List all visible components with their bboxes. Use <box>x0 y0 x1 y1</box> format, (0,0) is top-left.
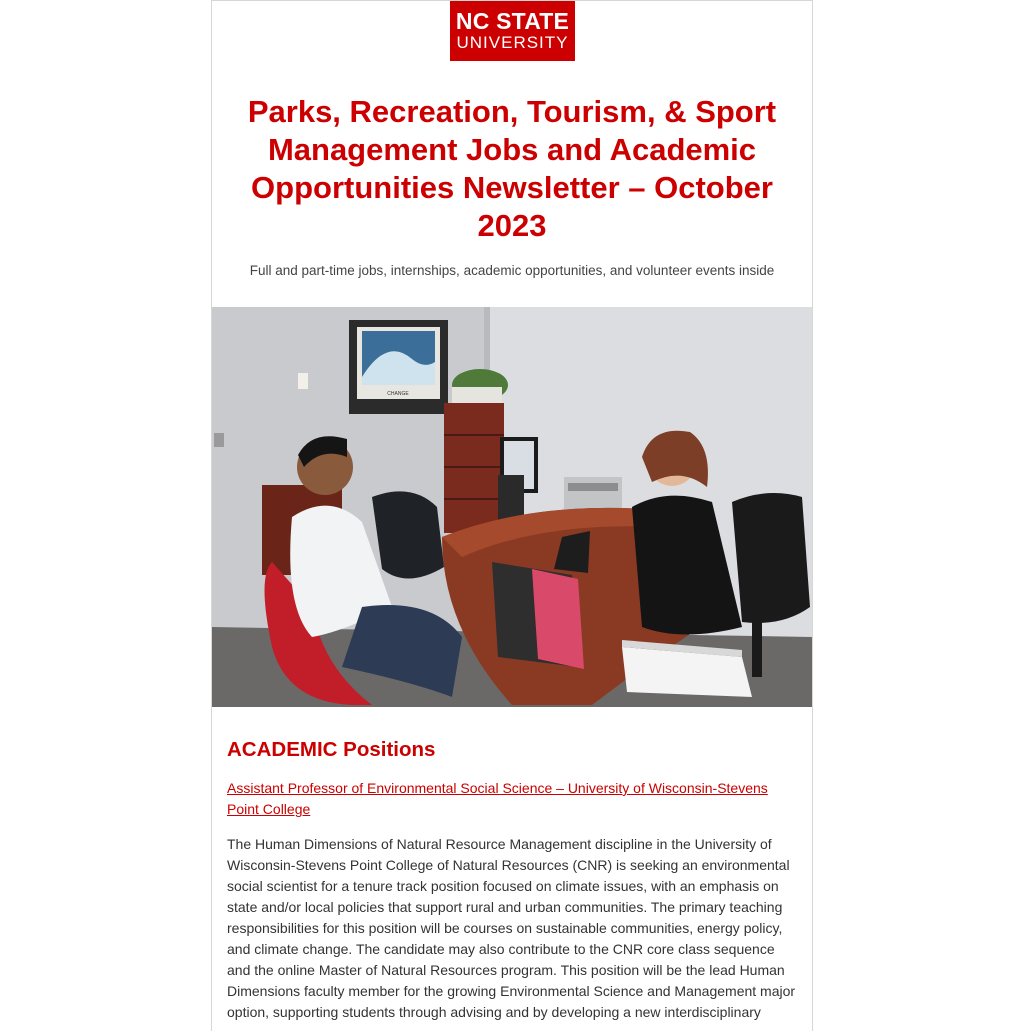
hero-photo <box>212 307 812 707</box>
newsletter-container <box>211 0 813 1031</box>
logo-text-university: UNIVERSITY <box>456 33 569 52</box>
poster-caption: CHANGE <box>387 391 409 397</box>
newsletter-title: Parks, Recreation, Tourism, & Sport Management Jobs and Academic Opportunities Newsletter – October 2023 <box>247 94 777 243</box>
academic-positions-section <box>227 736 797 1023</box>
logo-text-nc-state: NC STATE <box>455 8 570 34</box>
job-link-assistant-professor[interactable]: Assistant Professor of Environmental Social Science – University of Wisconsin-Stevens Point College <box>227 780 768 817</box>
advising-meeting-illustration <box>212 307 812 707</box>
newsletter-subtitle: Full and part-time jobs, internships, academic opportunities, and volunteer events inside <box>249 263 775 278</box>
section-heading-academic: ACADEMIC Positions <box>227 738 436 761</box>
job-description: The Human Dimensions of Natural Resource Management discipline in the University of Wisconsin-Stevens Point College of Natural Resources (CNR) is seeking an environmental social scientist for a tenure track position focused on climate issues, with an emphasis on state and/or local policies that support rural and urban communities. The primary teaching responsibilities for this position will be courses on sustainable communities, energy policy, and climate change. The candidate may also contribute to the CNR core class sequence and the online Master of Natural Resources program. This position will be the lead Human Dimensions faculty member for the growing Environmental Science and Management major option, supporting students through advising and by developing a new interdisciplinary <box>227 836 796 1020</box>
nc-state-logo[interactable] <box>450 1 575 61</box>
